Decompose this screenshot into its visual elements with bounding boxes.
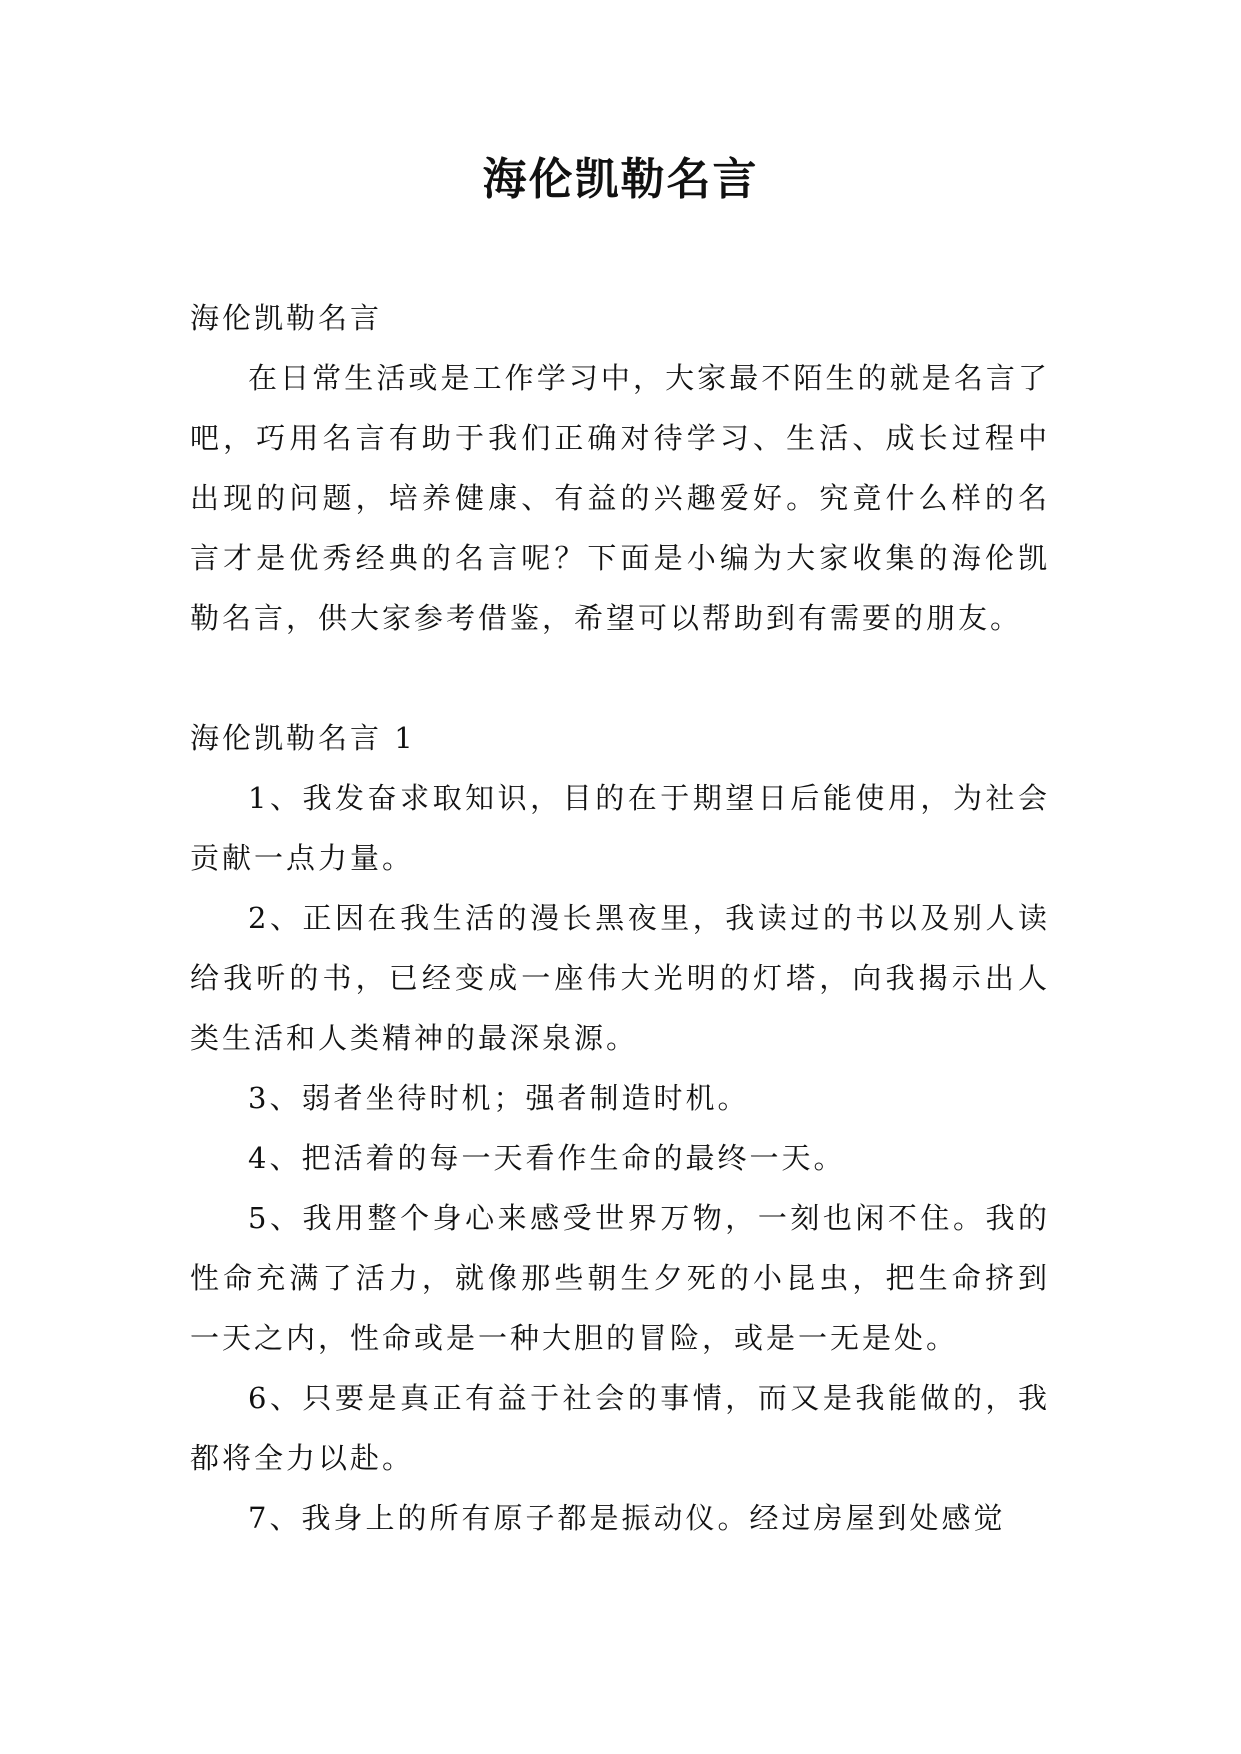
quote-item: 5、我用整个身心来感受世界万物，一刻也闲不住。我的性命充满了活力，就像那些朝生夕死的小昆虫，把生命挤到一天之内，性命或是一种大胆的冒险，或是一无是处。 — [190, 1201, 1050, 1355]
quote-item: 7、我身上的所有原子都是振动仪。经过房屋到处感觉 — [248, 1501, 1006, 1535]
quote-item: 3、弱者坐待时机；强者制造时机。 — [248, 1081, 750, 1115]
section-label: 海伦凯勒名言 — [190, 301, 383, 335]
document-title: 海伦凯勒名言 — [482, 154, 759, 205]
quote-item: 2、正因在我生活的漫长黑夜里，我读过的书以及别人读给我听的书，已经变成一座伟大光明的灯塔，向我揭示出人类生活和人类精神的最深泉源。 — [190, 901, 1050, 1055]
quote-item: 4、把活着的每一天看作生命的最终一天。 — [248, 1141, 846, 1175]
section-heading: 海伦凯勒名言 1 — [190, 721, 416, 755]
quote-item: 1、我发奋求取知识，目的在于期望日后能使用，为社会贡献一点力量。 — [190, 781, 1050, 875]
intro-paragraph: 在日常生活或是工作学习中，大家最不陌生的就是名言了吧，巧用名言有助于我们正确对待学习、生活、成长过程中出现的问题，培养健康、有益的兴趣爱好。究竟什么样的名言才是优秀经典的名言呢？下面是小编为大家收集的海伦凯勒名言，供大家参考借鉴，希望可以帮助到有需要的朋友。 — [190, 361, 1050, 635]
document-body — [190, 288, 1050, 1548]
quote-item: 6、只要是真正有益于社会的事情，而又是我能做的，我都将全力以赴。 — [190, 1381, 1050, 1475]
